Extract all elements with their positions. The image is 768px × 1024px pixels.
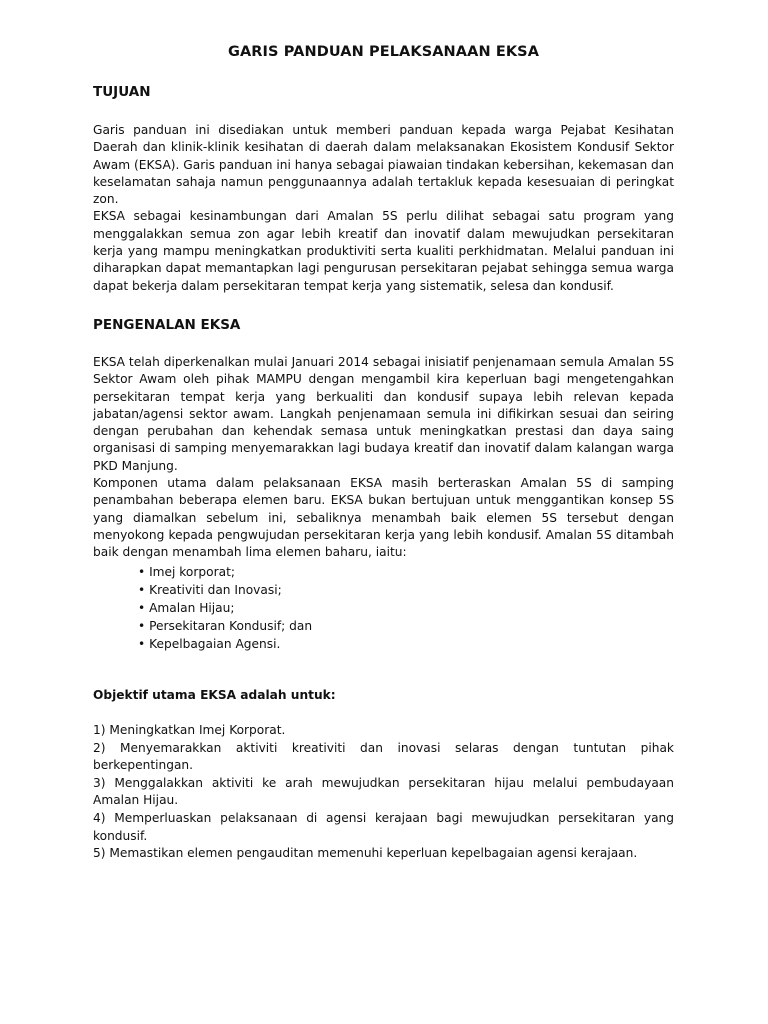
- bullet-item: • Persekitaran Kondusif; dan: [138, 617, 312, 635]
- document-title: GARIS PANDUAN PELAKSANAAN EKSA: [227, 44, 540, 60]
- bullet-item: • Kreativiti dan Inovasi;: [138, 581, 312, 599]
- element-bullet-list: [138, 563, 312, 653]
- objective-item: 4) Memperluaskan pelaksanaan di agensi kerajaan bagi mewujudkan persekitaran yang kondusif.: [93, 810, 674, 843]
- objective-item: 2) Menyemarakkan aktiviti kreativiti dan inovasi selaras dengan tuntutan pihak berkepentingan.: [93, 740, 674, 773]
- objective-item: 1) Meningkatkan Imej Korporat.: [93, 723, 286, 737]
- bullet-item: • Kepelbagaian Agensi.: [138, 635, 312, 653]
- paragraph: Komponen utama dalam pelaksanaan EKSA masih berteraskan Amalan 5S di samping penambahan beberapa elemen baru. EKSA bukan bertujuan untuk menggantikan konsep 5S yang diamalkan sebelum ini, sebaliknya menambah baik elemen 5S tersebut dengan menyokong kepada pengwujudan persekitaran kerja yang lebih kondusif. Amalan 5S ditambah baik dengan menambah lima elemen baharu, iaitu:: [93, 476, 674, 560]
- objective-item: 5) Memastikan elemen pengauditan memenuhi keperluan kepelbagaian agensi kerajaan.: [93, 846, 638, 861]
- section-body-tujuan: [93, 122, 674, 295]
- paragraph: Garis panduan ini disediakan untuk memberi panduan kepada warga Pejabat Kesihatan Daerah dan klinik-klinik kesihatan di daerah dalam melaksanakan Ekosistem Kondusif Sektor Awam (EKSA). Garis panduan ini hanya sebagai piawaian tindakan kebersihan, kekemasan dan keselamatan sahaja namun penggunaannya adalah tertakluk kepada kesesuaian di peringkat zon.: [93, 123, 674, 207]
- objectives-heading: Objektif utama EKSA adalah untuk:: [93, 688, 336, 702]
- paragraph: EKSA telah diperkenalkan mulai Januari 2014 sebagai inisiatif penjenamaan semula Amalan 5S Sektor Awam oleh pihak MAMPU dengan mengambil kira keperluan bagi mengetengahkan persekitaran tempat kerja yang berkualiti dan kondusif supaya lebih relevan kepada jabatan/agensi sektor awam. Langkah penjenamaan semula ini difikirkan sesuai dan seiring dengan perubahan dan kehendak semasa untuk meningkatkan prestasi dan daya saing organisasi di samping menyemarakkan lagi budaya kreatif dan inovatif dalam kalangan warga PKD Manjung.: [93, 355, 674, 473]
- section-body-pengenalan: [93, 354, 674, 562]
- bullet-item: • Amalan Hijau;: [138, 599, 312, 617]
- bullet-item: • Imej korporat;: [138, 563, 312, 581]
- section-heading-pengenalan: PENGENALAN EKSA: [93, 317, 241, 333]
- section-heading-tujuan: TUJUAN: [93, 84, 151, 100]
- paragraph: EKSA sebagai kesinambungan dari Amalan 5S perlu dilihat sebagai satu program yang menggalakkan semua zon agar lebih kreatif dan inovatif dalam mewujudkan persekitaran kerja yang mampu meningkatkan produktiviti serta kualiti perkhidmatan. Melalui panduan ini diharapkan dapat memantapkan lagi pengurusan persekitaran pejabat sehingga semua warga dapat bekerja dalam persekitaran tempat kerja yang sistematik, selesa dan kondusif.: [93, 209, 674, 293]
- objective-item: 3) Menggalakkan aktiviti ke arah mewujudkan persekitaran hijau melalui pembudayaan Amalan Hijau.: [93, 775, 674, 808]
- objectives-list: [93, 722, 674, 863]
